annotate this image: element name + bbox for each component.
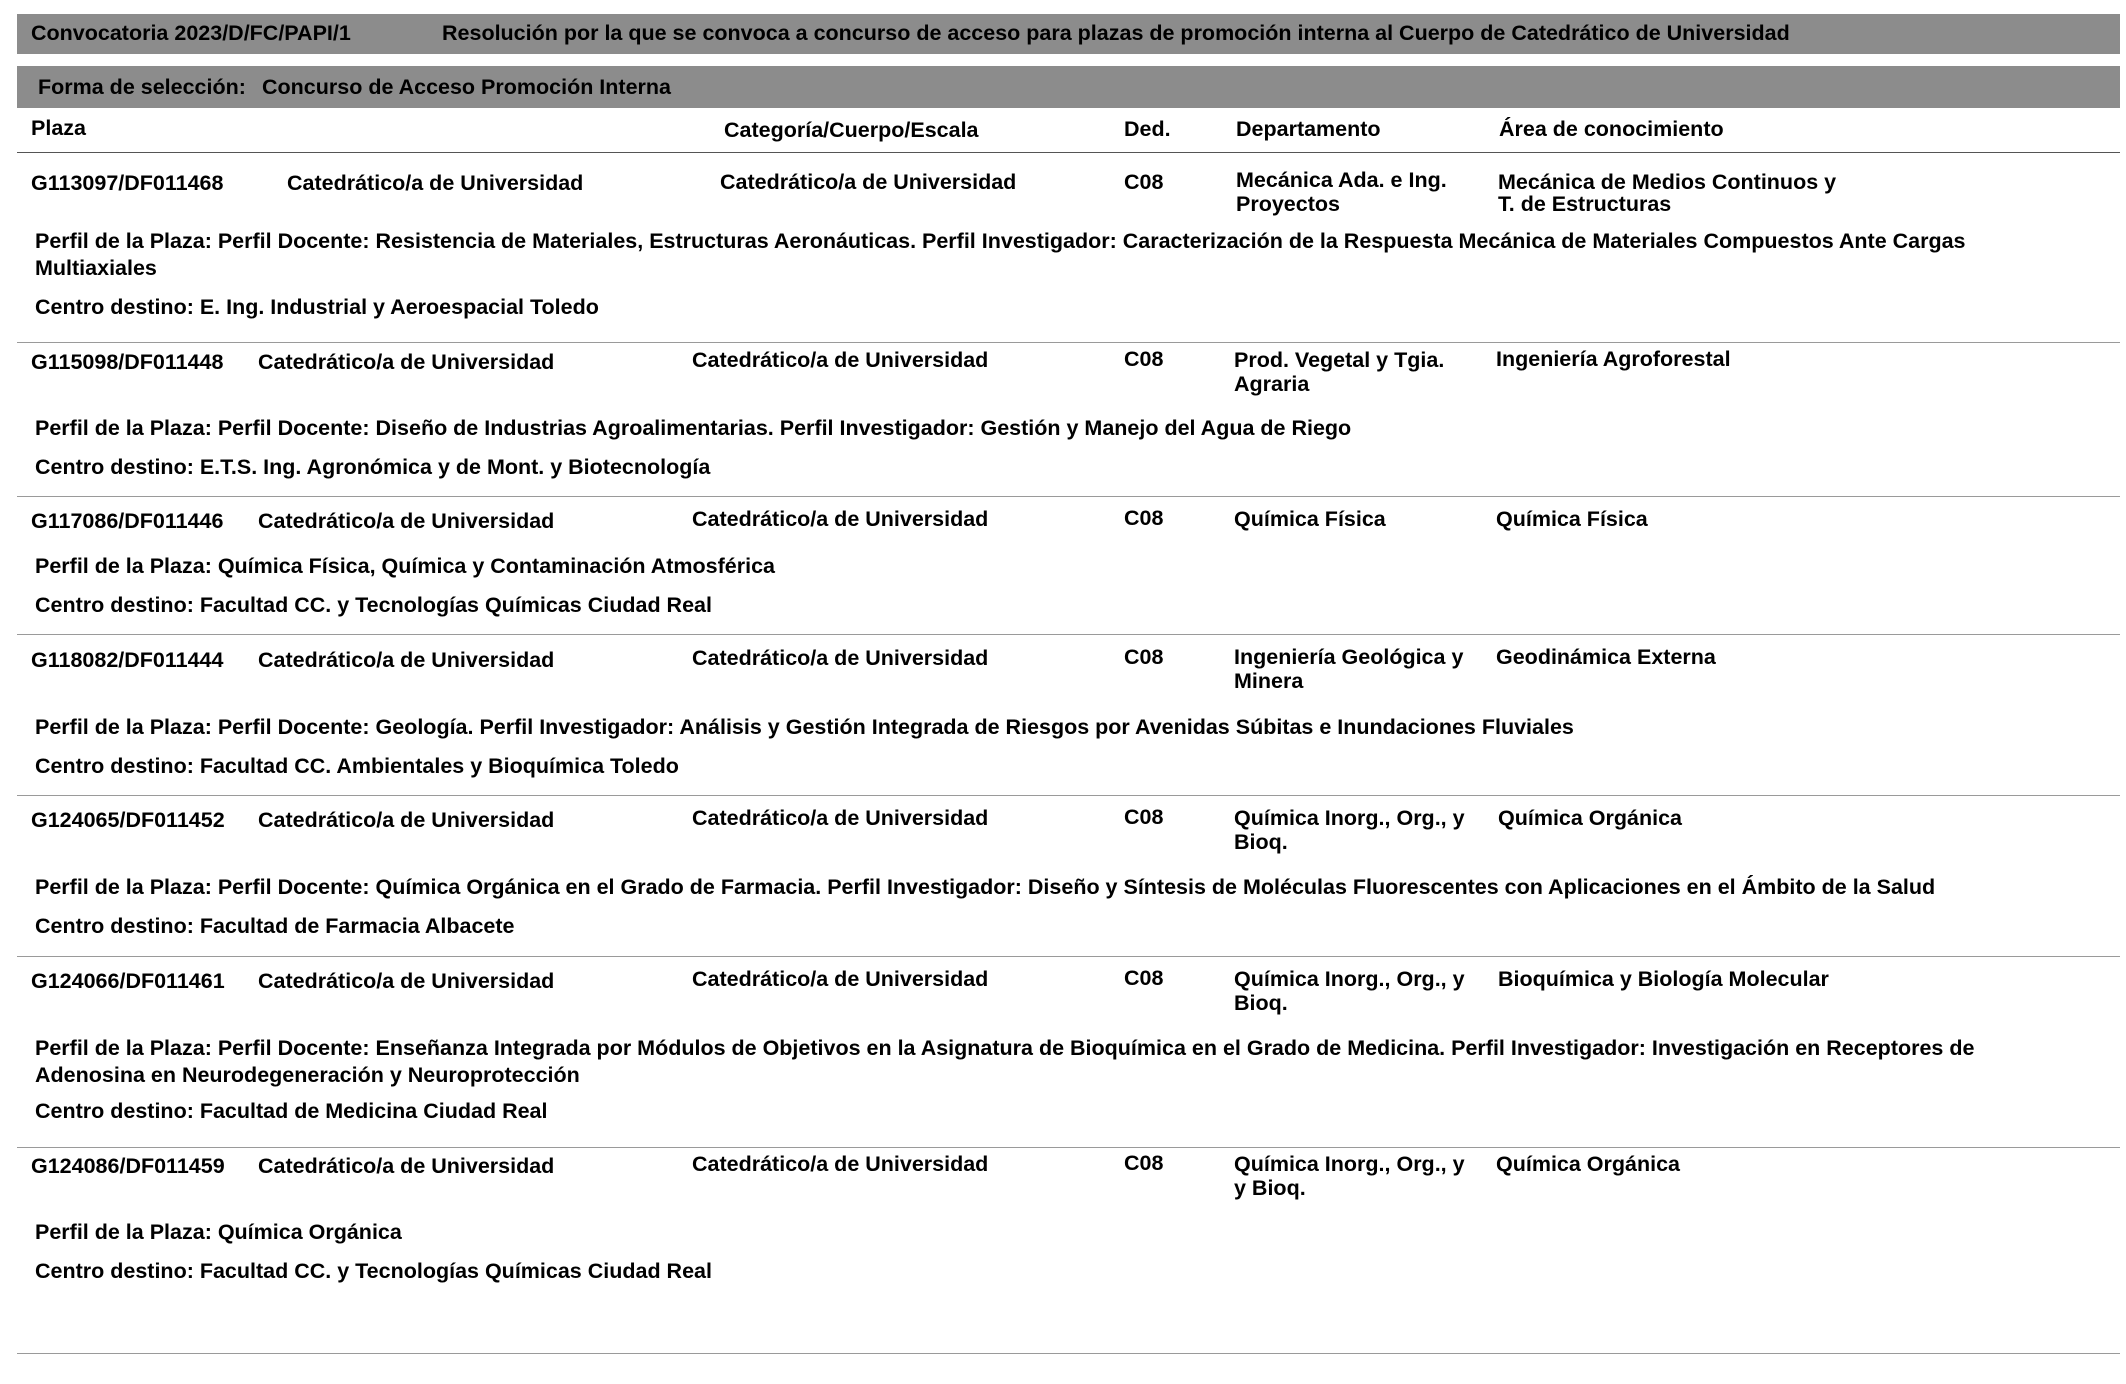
plaza-perfil: Perfil de la Plaza: Perfil Docente: Química Orgánica en el Grado de Farmacia. Perfil Investigador: Diseño y Síntesis de Moléculas Fluorescentes con Aplicaciones en el Ámbito de la Salud [35,875,1936,899]
selection-value: Concurso de Acceso Promoción Interna [262,75,671,99]
plaza-code: G124086/DF011459 [31,1154,225,1178]
plaza-departamento: Química Inorg., Org., y [1234,806,1465,830]
plaza-dedicacion: C08 [1124,506,1164,530]
header-divider [17,152,2120,153]
plaza-area: Ingeniería Agroforestal [1496,347,1731,371]
plaza-cuerpo: Catedrático/a de Universidad [258,509,555,533]
column-header-departamento: Departamento [1236,117,1381,141]
plaza-perfil: Perfil de la Plaza: Química Física, Química y Contaminación Atmosférica [35,554,775,578]
plaza-dedicacion: C08 [1124,170,1164,194]
selection-bar [17,66,2120,108]
column-header-categoria: Categoría/Cuerpo/Escala [724,118,979,142]
plaza-cuerpo: Catedrático/a de Universidad [258,808,555,832]
plaza-code: G118082/DF011444 [31,648,224,672]
plaza-dedicacion: C08 [1124,347,1164,371]
header-bar [17,14,2120,54]
plaza-cuerpo: Catedrático/a de Universidad [258,969,555,993]
row-divider [17,496,2120,497]
plaza-centro: Centro destino: Facultad de Farmacia Albacete [35,914,515,938]
row-divider [17,342,2120,343]
plaza-categoria: Catedrático/a de Universidad [692,646,989,670]
plaza-departamento-cont: Agraria [1234,372,1310,396]
plaza-centro: Centro destino: Facultad de Medicina Ciudad Real [35,1099,548,1123]
plaza-centro: Centro destino: E. Ing. Industrial y Aeroespacial Toledo [35,295,599,319]
plaza-departamento-cont: y Bioq. [1234,1176,1306,1200]
plaza-departamento: Mecánica Ada. e Ing. [1236,168,1447,192]
plaza-departamento: Química Inorg., Org., y [1234,967,1465,991]
plaza-area: Química Orgánica [1496,1152,1681,1176]
row-divider [17,795,2120,796]
plaza-centro: Centro destino: E.T.S. Ing. Agronómica y de Mont. y Biotecnología [35,455,711,479]
plaza-area: Mecánica de Medios Continuos y [1498,170,1837,194]
plaza-dedicacion: C08 [1124,1151,1164,1175]
plaza-departamento: Química Inorg., Org., y [1234,1152,1465,1176]
plaza-dedicacion: C08 [1124,966,1164,990]
plaza-area: Química Orgánica [1498,806,1683,830]
column-header-area: Área de conocimiento [1499,117,1724,141]
plaza-categoria: Catedrático/a de Universidad [692,1152,989,1176]
plaza-departamento-cont: Minera [1234,669,1304,693]
plaza-code: G124066/DF011461 [31,969,225,993]
plaza-dedicacion: C08 [1124,645,1164,669]
plaza-categoria: Catedrático/a de Universidad [720,170,1017,194]
plaza-departamento: Prod. Vegetal y Tgia. [1234,348,1445,372]
convocatoria-code: Convocatoria 2023/D/FC/PAPI/1 [31,21,351,45]
plaza-code: G113097/DF011468 [31,171,224,195]
plaza-departamento-cont: Proyectos [1236,192,1340,216]
plaza-area-cont: T. de Estructuras [1498,192,1672,216]
plaza-centro: Centro destino: Facultad CC. y Tecnologías Químicas Ciudad Real [35,1259,712,1283]
plaza-area: Geodinámica Externa [1496,645,1716,669]
page-bottom-rule [17,1353,2120,1354]
plaza-centro: Centro destino: Facultad CC. Ambientales y Bioquímica Toledo [35,754,679,778]
convocatoria-title: Resolución por la que se convoca a concurso de acceso para plazas de promoción interna al Cuerpo de Catedrático de Universidad [442,21,1790,45]
plaza-perfil: Perfil de la Plaza: Perfil Docente: Diseño de Industrias Agroalimentarias. Perfil Investigador: Gestión y Manejo del Agua de Riego [35,416,1352,440]
plaza-perfil: Perfil de la Plaza: Química Orgánica [35,1220,402,1244]
row-divider [17,1147,2120,1148]
plaza-categoria: Catedrático/a de Universidad [692,348,989,372]
plaza-perfil: Perfil de la Plaza: Perfil Docente: Resistencia de Materiales, Estructuras Aeronáuticas. Perfil Investigador: Caracterización de la Respuesta Mecánica de Materiales Compuestos Ante Cargas Multiaxiales [35,229,1966,280]
plaza-code: G124065/DF011452 [31,808,225,832]
plaza-categoria: Catedrático/a de Universidad [692,507,989,531]
plaza-dedicacion: C08 [1124,805,1164,829]
plaza-perfil: Perfil de la Plaza: Perfil Docente: Enseñanza Integrada por Módulos de Objetivos en la Asignatura de Bioquímica en el Grado de Medicina. Perfil Investigador: Investigación en Receptores de Adenosina en Neurodegeneración y Neuroprotección [35,1036,1975,1087]
plaza-code: G115098/DF011448 [31,350,224,374]
plaza-area: Química Física [1496,507,1648,531]
plaza-departamento-cont: Bioq. [1234,991,1288,1015]
column-header-plaza: Plaza [31,116,86,140]
plaza-cuerpo: Catedrático/a de Universidad [258,1154,555,1178]
plaza-departamento: Ingeniería Geológica y [1234,645,1464,669]
row-divider [17,634,2120,635]
row-divider [17,956,2120,957]
plaza-departamento: Química Física [1234,507,1386,531]
plaza-categoria: Catedrático/a de Universidad [692,806,989,830]
column-header-ded: Ded. [1124,117,1171,141]
plaza-categoria: Catedrático/a de Universidad [692,967,989,991]
plaza-code: G117086/DF011446 [31,509,224,533]
plaza-departamento-cont: Bioq. [1234,830,1288,854]
plaza-cuerpo: Catedrático/a de Universidad [258,648,555,672]
plaza-area: Bioquímica y Biología Molecular [1498,967,1829,991]
plaza-cuerpo: Catedrático/a de Universidad [287,171,584,195]
plaza-perfil: Perfil de la Plaza: Perfil Docente: Geología. Perfil Investigador: Análisis y Gestión Integrada de Riesgos por Avenidas Súbitas e Inundaciones Fluviales [35,715,1574,739]
plaza-centro: Centro destino: Facultad CC. y Tecnologías Químicas Ciudad Real [35,593,712,617]
plaza-cuerpo: Catedrático/a de Universidad [258,350,555,374]
selection-label: Forma de selección: [38,75,246,99]
